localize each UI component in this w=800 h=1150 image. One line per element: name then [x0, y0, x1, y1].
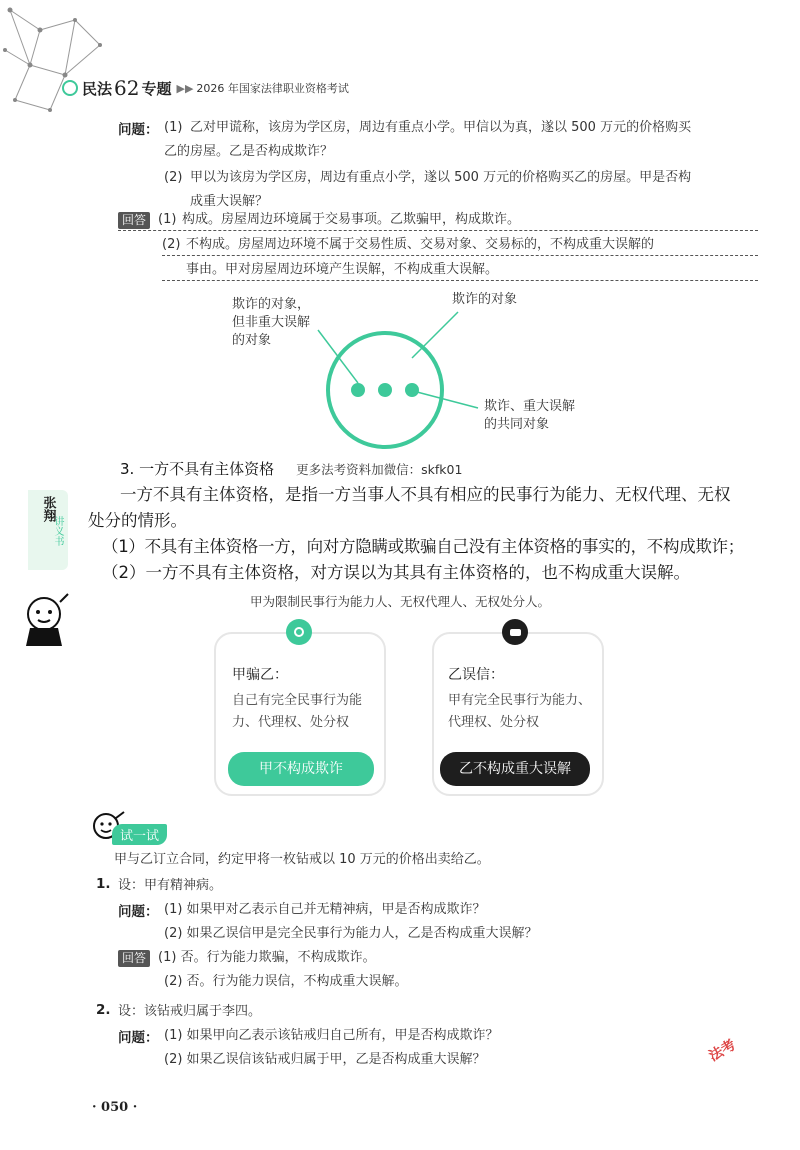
exercise-tag: 试一试 [112, 824, 167, 845]
section3-heading: 3. 一方不具有主体资格 [120, 460, 275, 478]
section3-item1: （1）不具有主体资格一方，向对方隐瞒或欺骗自己没有主体资格的事实的，不构成欺诈； [102, 537, 744, 556]
chat-bubble-icon [510, 629, 521, 636]
question-label: 问题： [118, 122, 159, 138]
section3-note: 更多法考资料加微信：skfk01 [296, 462, 463, 477]
exercise-p1-a1: (1) 否。行为能力欺骗，不构成欺诈。 [158, 950, 376, 965]
a1-text: 构成。房屋周边环境属于交易事项。乙欺骗甲，构成欺诈。 [182, 212, 521, 227]
card-left-title: 甲骗乙： [232, 667, 288, 683]
sidebar-name: 张翔 [40, 496, 56, 522]
card-right-icon [502, 619, 528, 645]
section3-para-line1: 一方不具有主体资格，是指一方当事人不具有相应的民事行为能力、无权代理、无权 [120, 485, 731, 504]
exercise-p1-q2: (2) 如果乙误信甲是完全民事行为能力人，乙是否构成重大误解？ [164, 926, 538, 941]
q2-line1: 甲以为该房为学区房，周边有重点小学，遂以 500 万元的价格购买乙的房屋。甲是否构 [190, 170, 692, 185]
card-right-button[interactable]: 乙不构成重大误解 [440, 752, 590, 786]
exercise-intro: 甲与乙订立合同，约定甲将一枚钻戒以 10 万元的价格出卖给乙。 [114, 852, 490, 867]
a2-line1: 不构成。房屋周边环境不属于交易性质、交易对象、交易标的，不构成重大误解的 [186, 237, 655, 252]
sidebar-tag: 讲义书 [52, 516, 63, 546]
card-left-button[interactable]: 甲不构成欺诈 [228, 752, 374, 786]
exercise-p2-q2: (2) 如果乙误信该钻戒归属于甲，乙是否构成重大误解？ [164, 1052, 486, 1067]
page-header [62, 76, 349, 100]
cards-caption: 甲为限制民事行为能力人、无权代理人、无权处分人。 [249, 594, 550, 609]
header-subtitle: 2026 年国家法律职业资格考试 [196, 82, 349, 95]
q2-line2: 成重大误解？ [190, 194, 269, 209]
exercise-p1-q-label: 问题： [118, 904, 159, 920]
exercise-p2-q1-row [118, 1026, 499, 1046]
section3-heading-row [120, 458, 462, 479]
header-badge: 民法 [82, 79, 113, 98]
lightbulb-icon [294, 627, 304, 637]
card-right-body: 甲有完全民事行为能力、 代理权、处分权 [448, 693, 592, 730]
header-label: 专题 [141, 79, 172, 98]
diagram-dot-right [405, 383, 419, 397]
diagram-dot-middle [378, 383, 392, 397]
exercise-p1-text: 设：甲有精神病。 [118, 878, 223, 893]
section3-para-line2: 处分的情形。 [88, 511, 187, 530]
exercise-p2-num: 2. [96, 1002, 111, 1018]
exercise-p1-a1-row [118, 948, 376, 968]
diagram-label-left: 欺诈的对象， 但非重大误解 的对象 [232, 297, 311, 348]
q1-line1: 乙对甲谎称，该房为学区房，周边有重点小学。甲信以为真，遂以 500 万元的价格购买 [190, 120, 692, 135]
diagram-pointer-left [318, 330, 358, 383]
exercise-p2-row [96, 1002, 261, 1022]
exercise-p1-q1-row [118, 900, 486, 920]
q1-num: (1) [164, 120, 183, 135]
exercise-p1-a2: (2) 否。行为能力误信，不构成重大误解。 [164, 974, 408, 989]
section3-item2: （2）一方不具有主体资格，对方误以为其具有主体资格的，也不构成重大误解。 [102, 563, 690, 582]
exercise-p1-num: 1. [96, 876, 111, 892]
header-arrow-icon: ▶▶ [176, 81, 194, 95]
exercise-p2-q1: (1) 如果甲向乙表示该钻戒归自己所有，甲是否构成欺诈？ [164, 1028, 499, 1043]
a2-num: (2) [162, 237, 181, 252]
sidebar-tab [28, 490, 68, 570]
block1 [118, 118, 758, 212]
diagram-label-right: 欺诈、重大误解 的共同对象 [484, 399, 576, 432]
a2-line2: 事由。甲对房屋周边环境产生误解，不构成重大误解。 [162, 260, 758, 281]
fraud-mistake-diagram [0, 280, 800, 460]
exercise-p1-answer-tag: 回答 [118, 950, 150, 967]
network-decoration [0, 0, 120, 120]
answer-tag: 回答 [118, 212, 150, 229]
diagram-pointer-top [412, 312, 458, 358]
exercise-p2-q-label: 问题： [118, 1030, 159, 1046]
header-logo-icon [62, 80, 78, 96]
answer-block1 [118, 210, 758, 281]
page-number: · 050 · [92, 1100, 138, 1115]
card-right-title: 乙误信： [448, 667, 504, 683]
diagram-dot-left [351, 383, 365, 397]
exercise-p1-q1: (1) 如果甲对乙表示自己并无精神病，甲是否构成欺诈？ [164, 902, 486, 917]
exercise-p1-row [96, 876, 222, 896]
exercise-p2-text: 设：该钻戒归属于李四。 [118, 1004, 262, 1019]
diagram-pointer-right [417, 392, 478, 408]
card-left-icon [286, 619, 312, 645]
stamp-watermark: 法考 [706, 1036, 739, 1065]
q1-line2: 乙的房屋。乙是否构成欺诈？ [164, 144, 334, 159]
diagram-label-top: 欺诈的对象 [452, 292, 518, 307]
q2-num: (2) [164, 170, 183, 185]
card-left-body: 自己有完全民事行为能 力、代理权、处分权 [232, 693, 363, 730]
header-number: 62 [114, 76, 140, 100]
a1-num: (1) [158, 212, 177, 227]
